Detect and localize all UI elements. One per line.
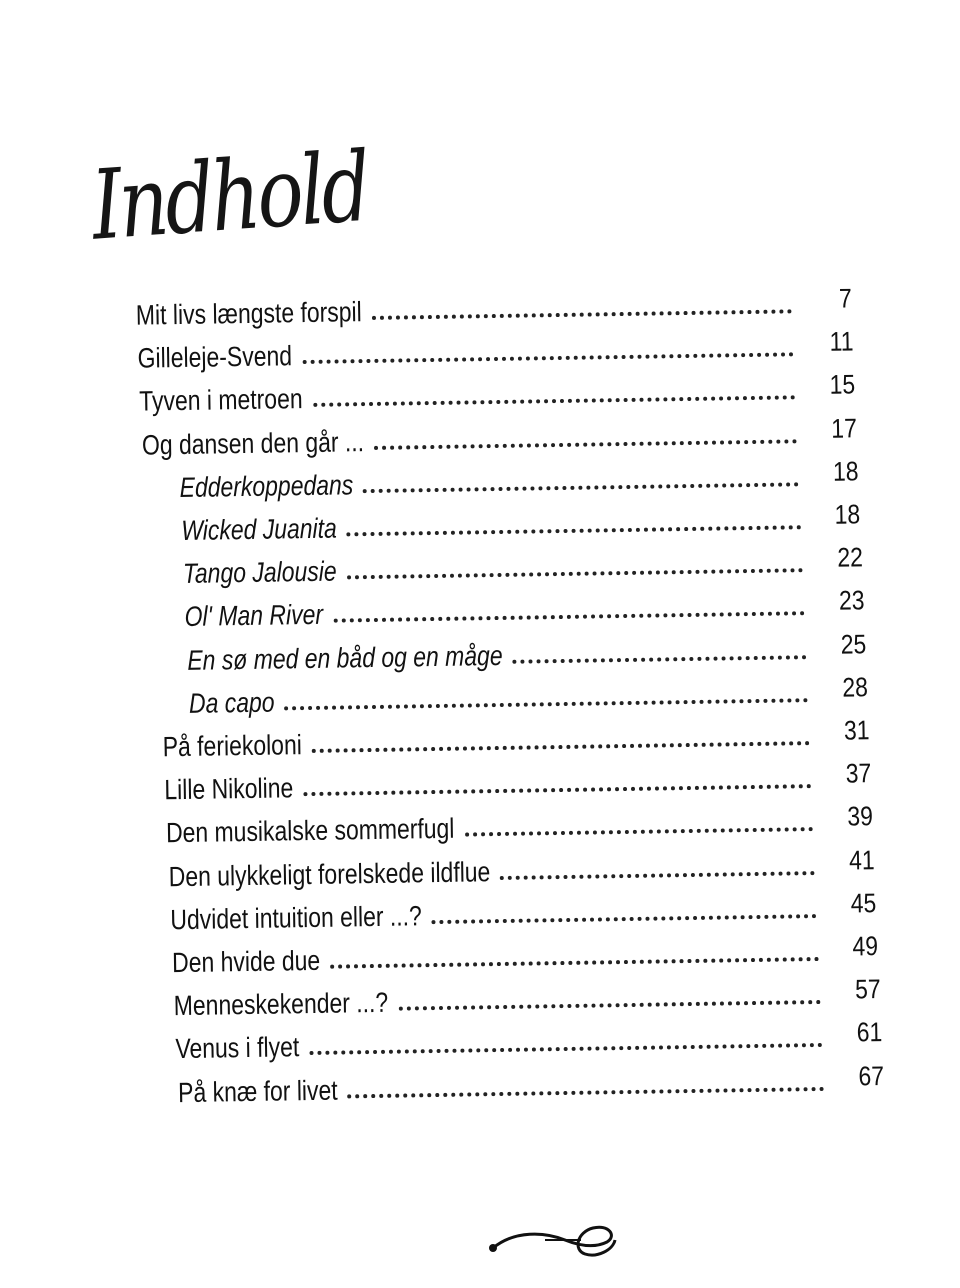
entry-title: Og dansen den går ... [141, 425, 364, 461]
page-number: 67 [857, 1060, 884, 1092]
entry-title: På knæ for livet [177, 1074, 338, 1108]
dot-leader [432, 914, 817, 924]
page-number: 18 [834, 499, 861, 530]
page-number: 11 [829, 326, 854, 357]
entry-title: Ol' Man River [184, 599, 324, 633]
dot-leader [363, 482, 799, 493]
toc-entry [187, 626, 867, 677]
toc-entry [188, 669, 868, 720]
dot-leader [333, 612, 804, 623]
toc-entry [172, 928, 879, 979]
dot-leader [374, 439, 798, 450]
page-number: 18 [833, 456, 860, 487]
page-number: 31 [843, 715, 870, 746]
dot-leader [302, 353, 793, 365]
entry-title: Wicked Juanita [181, 512, 338, 546]
dot-leader [465, 827, 814, 836]
dot-leader [372, 309, 792, 320]
dot-leader [347, 568, 803, 579]
page-number: 49 [852, 931, 879, 962]
entry-title: Venus i flyet [175, 1031, 300, 1065]
page-number: 39 [847, 801, 874, 832]
entry-title: Mit livs længste forspil [135, 296, 362, 331]
page-number: 61 [856, 1017, 883, 1048]
page-title: Indhold [88, 130, 372, 262]
page-number: 41 [849, 844, 876, 876]
ornament-flourish-icon [485, 1218, 625, 1268]
page-number: 25 [840, 628, 867, 660]
toc-entry [136, 280, 853, 331]
toc-entry [164, 755, 871, 806]
entry-title: Udvidet intuition eller ...? [169, 900, 422, 936]
dot-leader [500, 871, 815, 880]
toc-entry [174, 971, 881, 1022]
dot-leader [398, 1000, 820, 1011]
toc-entry [179, 453, 859, 504]
entry-title: Tango Jalousie [182, 555, 338, 590]
dot-leader [347, 1087, 824, 1098]
toc-entry [181, 496, 861, 547]
toc-entry [139, 367, 855, 418]
entry-title: Gilleleje-Svend [137, 340, 293, 374]
dot-leader [312, 741, 810, 753]
toc-entry [177, 1058, 884, 1109]
entry-title: Den musikalske sommerfugl [166, 813, 456, 849]
entry-title: Edderkoppedans [179, 469, 354, 503]
toc-entry [166, 799, 873, 850]
dot-leader [284, 698, 808, 710]
dot-leader [310, 1043, 822, 1055]
toc-entry [162, 712, 870, 763]
toc-entry [141, 410, 857, 461]
dot-leader [330, 957, 819, 969]
entry-title: På feriekoloni [162, 729, 303, 763]
entry-title: En sø med en båd og en måge [186, 639, 503, 676]
page-number: 37 [845, 758, 872, 789]
dot-leader [304, 784, 812, 796]
toc-entry [183, 539, 863, 590]
toc-entry [168, 842, 875, 893]
toc-entry [175, 1014, 882, 1065]
dot-leader [512, 655, 806, 664]
entry-title: Lille Nikoline [164, 772, 294, 806]
toc-entry [170, 885, 877, 936]
page-number: 28 [841, 672, 868, 703]
page-number: 15 [829, 369, 856, 401]
entry-title: Den hvide due [171, 944, 321, 979]
entry-title: Den ulykkeligt forelskede ildflue [168, 855, 491, 892]
page-number: 45 [850, 887, 877, 919]
entry-title: Tyven i metroen [139, 383, 304, 418]
dot-leader [313, 396, 795, 408]
entry-title: Menneskekender ...? [173, 986, 389, 1022]
page-number: 22 [836, 542, 863, 573]
page-number: 17 [831, 412, 858, 444]
page-number: 23 [838, 585, 865, 617]
toc-entry [185, 583, 865, 634]
page-number: 7 [838, 283, 852, 314]
entry-title: Da capo [188, 686, 275, 719]
toc-entry [137, 324, 853, 375]
page-number: 57 [854, 974, 881, 1005]
dot-leader [347, 525, 801, 536]
